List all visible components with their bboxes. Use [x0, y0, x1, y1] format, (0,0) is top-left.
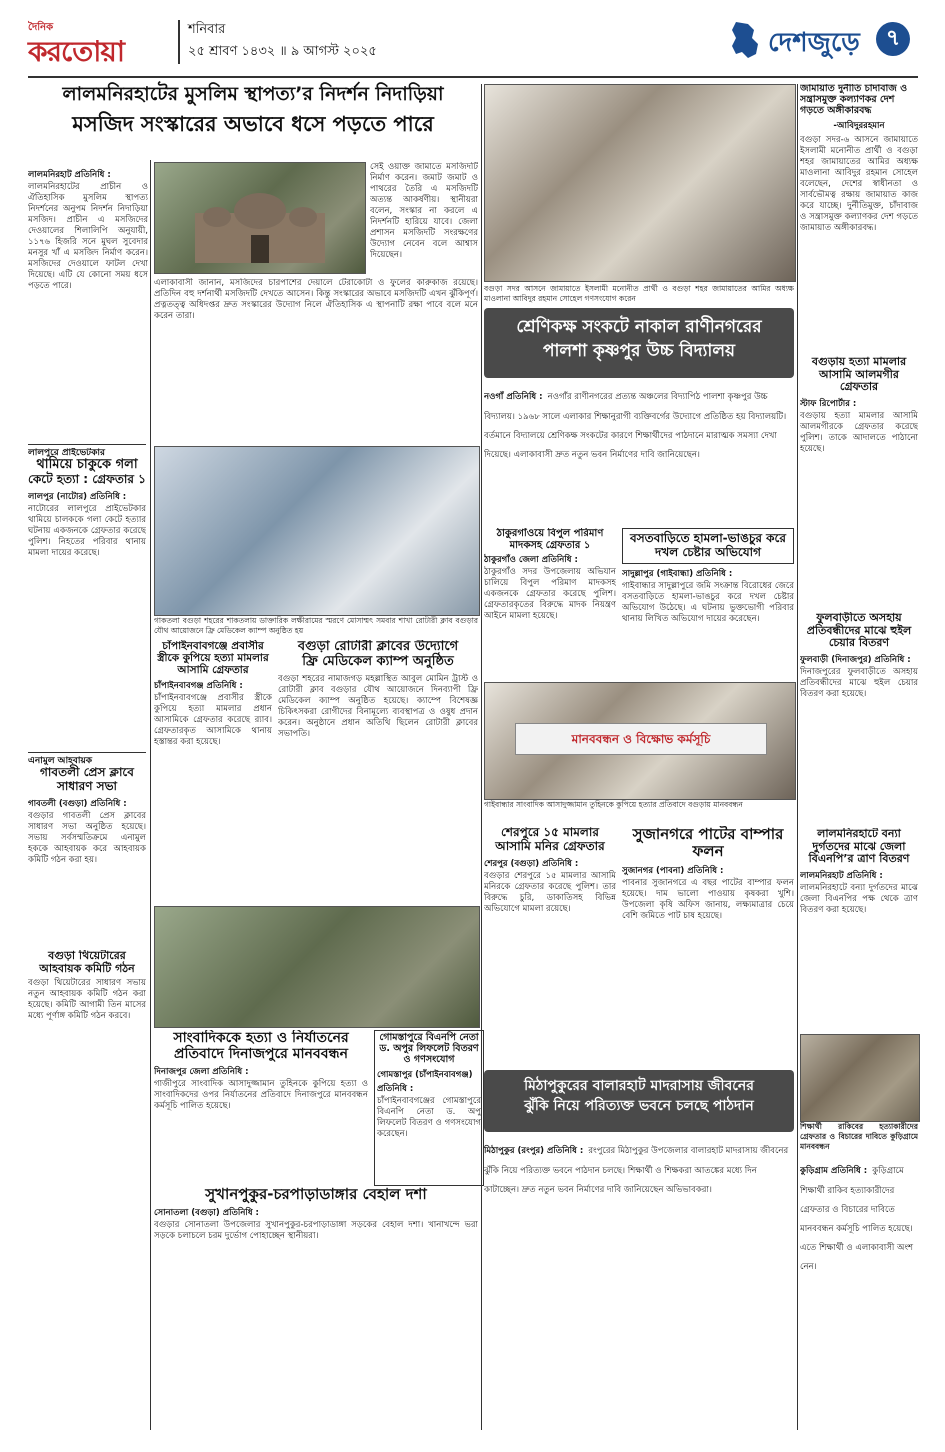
lead-byline: লালমনিরহাট প্রতিনিধি :	[28, 170, 111, 180]
chapai-byline: চাঁপাইনবাবগঞ্জ প্রতিনিধি :	[154, 681, 243, 692]
mithapukur-banner-1: মিঠাপুকুরের বালারহাট মাদরাসায় জীবনের	[524, 1078, 754, 1094]
lead-headline-line2: মসজিদ সংস্কারের অভাবে ধসে পড়তে পারে	[72, 111, 434, 136]
banner-cloth-text: মানববন্ধন ও বিক্ষোভ কর্মসূচি	[571, 732, 711, 746]
sherpur-byline: শেরপুর (বগুড়া) প্রতিনিধি :	[484, 858, 579, 869]
lead-body-text: এলাকাবাসী জানান, মসজিদের চারপাশের দেয়ালে টেরাকোটা ও ফুলের কারুকাজ রয়েছে। প্রতিদিন বহু দর্শনার্থী মসজিদটি দেখতে আসেন। কিন্তু সংস্কারের অভাবে মসজিদটি এখন ঝুঁকিপূর্ণ। প্রত্নতত্ত্ব অধিদপ্তর দ্রুত সংস্কারের উদ্যোগ নিলে ঐতিহাসিক এ স্থাপনাটি রক্ষা পাবে বলে মনে করেন তারা।	[154, 278, 478, 321]
section-name: দেশজুড়ে	[768, 28, 860, 58]
thakurgaon-article	[484, 528, 616, 676]
dinajpur-body: গাজীপুরে সাংবাদিক আসাদুজ্জামান তুহিনকে কুপিয়ে হত্যা ও সাংবাদিকদের ওপর নির্যাতনের প্রতিবাদে দিনাজপুরে মানববন্ধন কর্মসূচি পালিত হয়েছে।	[154, 1079, 368, 1112]
lead-col1	[28, 162, 148, 440]
kurigram-article	[800, 1158, 918, 1428]
fulbari-headline: ফুলবাড়ীতে অসহায় প্রতিবন্ধীদের মাঝে হুইল চেয়ার বিতরণ	[806, 612, 912, 650]
mithapukur-banner-2: ঝুঁকি নিয়ে পরিত্যক্ত ভবনে চলছে পাঠদান	[524, 1098, 754, 1115]
gabtali-body: বগুড়ার গাবতলী প্রেস ক্লাবের সাধারণ সভা অনুষ্ঠিত হয়েছে। সভায় সর্বসম্মতিক্রমে এনামুল হককে আহবায়ক করে আহবায়ক কমিটি গঠন করা হয়।	[28, 810, 146, 865]
house-attack-headline: বসতবাড়িতে হামলা-ভাঙচুর করে দখল চেষ্টার অভিযোগ	[622, 528, 794, 564]
dinajpur-article	[154, 1030, 368, 1140]
sukhanpukur-body: বগুড়ার সোনাতলা উপজেলার সুখানপুকুর-চরপাড়াডাঙ্গা সড়কের বেহাল দশা। খানাখন্দে ভরা সড়কে চলাচলে চরম দুর্ভোগ পোহাচ্ছেন স্থানীয়রা।	[154, 1220, 478, 1242]
sherpur-headline: শেরপুরে ১৫ মামলার আসামি মনির গ্রেফতার	[495, 826, 605, 853]
school-headline-box	[484, 308, 794, 378]
dinajpur-headline-2: প্রতিবাদে দিনাজপুরে মানববন্ধন	[174, 1046, 348, 1063]
jamaat-body: বগুড়া সদর-৬ আসনে জামায়াতে ইসলামী মনোনীত প্রার্থী ও বগুড়া শহর জামায়াতের আমির অধ্যক্ষ মাওলানা আবিদুর রহমান সোহেল বলেছেন, দেশের স্বাধীনতা ও সার্বভৌমত্ব রক্ষায় জামায়াত কাজ করে যাচ্ছে। দুর্নীতিমুক্ত, চাঁদাবাজ ও সন্ত্রাসমুক্ত কল্যাণকর দেশ গড়তে জামায়াত অঙ্গীকারবদ্ধ।	[800, 134, 918, 233]
masthead-day: শনিবার	[188, 22, 226, 37]
theatre-body: বগুড়া থিয়েটারের সাধারণ সভায় নতুন আহবায়ক কমিটি গঠন করা হয়েছে। কমিটি আগামী তিন মাসের মধ্যে পূর্ণাঙ্গ কমিটি গঠন করবে।	[28, 978, 146, 1022]
lead-col2	[370, 162, 478, 272]
rotary-body: বগুড়া শহরের নামাজগড় মহল্লাস্থিত আবুল মোমিন ট্রাস্ট ও রোটারী ক্লাব বগুড়ার যৌথ আয়োজনে দিনব্যাপী ফ্রি মেডিকেল ক্যাম্প অনুষ্ঠিত হয়েছে। ক্যাম্পে বিশেষজ্ঞ চিকিৎসকরা রোগীদের বিনামূল্যে ব্যবস্থাপত্র ও ওষুধ প্রদান করেন। অনুষ্ঠানে প্রধান অতিথি ছিলেন রোটারী ক্লাবের সভাপতি।	[278, 673, 478, 739]
gabtali-article	[28, 756, 146, 946]
relief-byline: লালমনিরহাট প্রতিনিধি :	[800, 870, 883, 881]
logo-small-title: দৈনিক	[28, 22, 54, 33]
rule-lalpur	[28, 444, 146, 445]
mithapukur-text: রংপুরের মিঠাপুকুর উপজেলার বালারহাট মাদরাসায় জীবনের ঝুঁকি নিয়ে পরিত্যক্ত ভবনে পাঠদান চলছে। শিক্ষার্থী ও শিক্ষকরা আতঙ্কের মধ্যে দিন কাটাচ্ছেন। দ্রুত নতুন ভবন নির্মাণের দাবি জানিয়েছেন অভিভাবকরা।	[484, 1146, 789, 1195]
bogura-case-article	[800, 356, 918, 606]
gomostapur-byline: গোমস্তাপুর (চাঁপাইনবাবগঞ্জ) প্রতিনিধি :	[377, 1069, 473, 1094]
logo-paper-name: করতোয়া	[28, 35, 124, 68]
mosque-icon	[155, 163, 365, 273]
section-title	[728, 18, 918, 62]
lalpur-article	[28, 448, 146, 748]
lalpur-kicker: লালপুরে প্রাইভেটকার	[28, 448, 105, 458]
jamaat-headline: জামায়াত দুর্নীতি চাঁদাবাজ ও সন্ত্রাসমুক্ত কল্যাণকর দেশ গড়তে অঙ্গীকারবদ্ধ	[800, 84, 908, 116]
kurigram-caption: শিক্ষার্থী রাকিবের হত্যাকারীদের গ্রেফতার ও বিচারের দাবিতে কুড়িগ্রামে মানববন্ধন	[800, 1122, 918, 1151]
rotary-photo-caption: গাকতলা বগুড়া শহরের শাকতলায় ডাক্তারিক লক্ষীরামের স্মরণে মোসাম্মৎ সমবার শাখা রোটারী ক্লাব বগুড়ার যৌথ আয়োজনে ফ্রি মেডিকেল ক্যাম্প অনুষ্ঠিত হয়	[154, 616, 478, 635]
mithapukur-banner	[484, 1070, 794, 1132]
sukhanpukur-byline: সোনাতলা (বগুড়া) প্রতিনিধি :	[154, 1208, 259, 1219]
kurigram-byline: কুড়িগ্রাম প্রতিনিধি :	[800, 1166, 868, 1176]
thakurgaon-body: ঠাকুরগাঁও সদর উপজেলায় অভিযান চালিয়ে বিপুল পরিমাণ মাদকসহ একজনকে গ্রেফতার করেছে পুলিশ। গ্রেফতারকৃতের বিরুদ্ধে মাদক নিয়ন্ত্রণ আইনে মামলা হয়েছে।	[484, 567, 616, 621]
bogura-case-headline: বগুড়ায় হত্যা মামলার আসামি আলমগীর গ্রেফতার	[811, 356, 907, 394]
chapai-body: চাঁপাইনবাবগঞ্জে প্রবাসীর স্ত্রীকে কুপিয়ে হত্যা মামলার প্রধান আসামিকে গ্রেফতার করেছে র‌্যাব। গ্রেফতারকৃত আসামিকে থানায় হস্তান্তর করা হয়েছে।	[154, 693, 272, 748]
mosque-photo	[154, 162, 366, 274]
lalpur-body: নাটোরের লালপুরে প্রাইভেটকার থামিয়ে চালককে গলা কেটে হত্যার ঘটনায় একজনকে গ্রেফতার করেছে পুলিশ। নিহতের পরিবার থানায় মামলা দায়ের করেছে।	[28, 504, 146, 559]
mithapukur-byline: মিঠাপুকুর (রংপুর) প্রতিনিধি :	[484, 1146, 584, 1156]
masthead	[28, 14, 918, 74]
col-rule-1	[150, 160, 151, 1430]
lead-headline	[28, 84, 478, 156]
sherpur-body: বগুড়ার শেরপুরে ১৫ মামলার আসামি মনিরকে গ্রেফতার করেছে পুলিশ। তার বিরুদ্ধে চুরি, ডাকাতিসহ বিভিন্ন অভিযোগে মামলা রয়েছে।	[484, 870, 616, 914]
col-rule-2	[481, 84, 482, 1430]
jamaat-article	[800, 84, 918, 350]
masthead-divider	[178, 20, 180, 64]
theatre-article	[28, 950, 146, 1110]
journalist-chain-photo	[154, 906, 480, 1028]
sujanagar-article	[622, 826, 794, 1066]
fulbari-byline: ফুলবাড়ী (দিনাজপুর) প্রতিনিধি :	[800, 654, 911, 665]
house-attack-body: গাইবান্ধার সাদুল্লাপুরে জমি সংক্রান্ত বিরোধের জেরে বসতবাড়িতে হামলা-ভাঙচুর করে দখল চেষ্টার অভিযোগ উঠেছে। এ ঘটনায় ভুক্তভোগী পরিবার থানায় লিখিত অভিযোগ দায়ের করেছেন।	[622, 580, 794, 624]
banner-cloth	[515, 723, 767, 755]
school-headline-line1: শ্রেণিকক্ষ সংকটে নাকাল রাণীনগরের	[516, 317, 762, 337]
rotary-photo	[154, 446, 480, 616]
human-chain-caption: গাইবান্ধার সাংবাদিক আসাদুজ্জামান তুহিনকে কুপিয়ে হত্যার প্রতিবাদে বগুড়ায় মানববন্ধন	[484, 800, 743, 809]
lead-col1-text: লালমনিরহাটের প্রাচীন ও ঐতিহাসিক মুসলিম স্থাপত্য নিদর্শনের অনুপম নিদর্শন নিদাড়িয়া মসজিদ। প্রাচীন এ মসজিদের দেওয়ালের শিলালিপি অনুযায়ী, ১১৭৬ হিজরি সনে মুঘল সুবেদার মনসুর খাঁ এ মসজিদ নির্মাণ করেন। মসজিদের দেওয়ালে ফাটল দেখা দিয়েছে। এটি যে কোনো সময় ধসে পড়তে পারে।	[28, 182, 148, 291]
campaign-photo-caption: বগুড়া সদর আসনে জামায়াতে ইসলামী মনোনীত প্রার্থী ও বগুড়া শহর জামায়াতের আমির অধ্যক্ষ মাওলানা আবিদুর রহমান সোহেল গণসংযোগ করেন	[484, 284, 794, 303]
paper-logo	[28, 14, 168, 70]
masthead-date: ২৫ শ্রাবণ ১৪৩২ ॥ ৯ আগস্ট ২০২৫	[188, 44, 377, 59]
house-attack-byline: সাদুল্লাপুর (গাইবান্ধা) প্রতিনিধি :	[622, 568, 733, 579]
lalpur-headline-2: কেটে হত্যা : গ্রেফতার ১	[28, 472, 146, 487]
lead-col2-text: সেই ওয়াক্ত জামাতে মসজিদটি নির্মাণ করেন। জমাট জমাট ও পাথরের তৈরি এ মসজিদটি অত্যন্ত আকর্ষণীয়। স্থানীয়রা বলেন, সংস্কার না করলে এ নিদর্শনটি হারিয়ে যাবে। জেলা প্রশাসন মসজিদটি সংরক্ষণের উদ্যোগ নেবেন বলে আশ্বাস দিয়েছেন।	[370, 162, 478, 260]
rule-gabtali	[28, 752, 146, 753]
masthead-rule	[28, 76, 918, 78]
rotary-headline-2: ফ্রি মেডিকেল ক্যাম্প অনুষ্ঠিত	[302, 653, 454, 669]
gabtali-byline: গাবতলী (বগুড়া) প্রতিনিধি :	[28, 798, 127, 809]
lalpur-headline-1: থামিয়ে চাকুকে গলা	[36, 457, 138, 473]
human-chain-photo	[484, 682, 796, 800]
lead-headline-line1: লালমনিরহাটের মুসলিম স্থাপত্য’র নিদর্শন নিদাড়িয়া	[62, 83, 444, 105]
kurigram-body: কুড়িগ্রামে শিক্ষার্থী রাকিব হত্যাকারীদের গ্রেফতার ও বিচারের দাবিতে মানববন্ধন কর্মসূচি পালিত হয়েছে। এতে শিক্ষার্থী ও এলাকাবাসী অংশ নেন।	[800, 1166, 914, 1272]
gabtali-kicker: এনামুল আহবায়ক	[28, 756, 93, 766]
gomostapur-body: চাঁপাইনবাবগঞ্জের গোমস্তাপুরে বিএনপি নেতা ড. অপু লিফলেট বিতরণ ও গণসংযোগ করেছেন।	[377, 1095, 481, 1139]
rotary-article	[278, 640, 478, 900]
fulbari-body: দিনাজপুরের ফুলবাড়ীতে অসহায় প্রতিবন্ধীদের মাঝে হুইল চেয়ার বিতরণ করা হয়েছে।	[800, 666, 918, 699]
bangladesh-map-icon	[728, 20, 762, 60]
gomostapur-headline: গোমস্তাপুরে বিএনপি নেতা ড. অপুর লিফলেট বিতরণ ও গণসংযোগ	[379, 1032, 479, 1065]
school-byline: নওগাঁ প্রতিনিধি :	[484, 392, 543, 402]
sujanagar-byline: সুজানগর (পাবনা) প্রতিনিধি :	[622, 865, 724, 876]
school-body	[484, 384, 794, 524]
house-attack-article	[622, 528, 794, 676]
campaign-photo	[484, 84, 796, 282]
chapai-article	[154, 640, 272, 890]
school-text: নওগাঁর রাণীনগরের প্রত্যন্ত অঞ্চলের বিদ্যাপিঠ পালশা কৃষ্ণপুর উচ্চ বিদ্যালয়। ১৯৬৮ সালে এলাকার শিক্ষানুরাগী ব্যক্তিবর্গের উদ্যোগে প্রতিষ্ঠিত হয় বিদ্যালয়টি। বর্তমানে বিদ্যালয়ে শ্রেণিকক্ষ সংকটের কারণে শিক্ষার্থীদের পাঠদানে মারাত্মক সমস্যা দেখা দিয়েছে। এলাকাবাসী দ্রুত নতুন ভবন নির্মাণের দাবি জানিয়েছেন।	[484, 392, 787, 460]
relief-headline: লালমনিরহাটে বন্যা দুর্গতদের মাঝে জেলা বিএনপি’র ত্রাণ বিতরণ	[808, 828, 910, 866]
sherpur-article	[484, 826, 616, 1066]
fulbari-article	[800, 612, 918, 822]
bogura-case-body: বগুড়ায় হত্যা মামলার আসামি আলমগীরকে গ্রেফতার করেছে পুলিশ। তাকে আদালতে পাঠানো হয়েছে।	[800, 410, 918, 454]
gomostapur-article	[374, 1030, 484, 1186]
chapai-headline: চাঁপাইনবাবগঞ্জে প্রবাসীর স্ত্রীকে কুপিয়ে হত্যা মামলার আসামি গ্রেফতার	[157, 640, 269, 677]
sujanagar-headline: সুজানগরে পাটের বাম্পার ফলন	[632, 826, 784, 861]
gabtali-headline: গাবতলী প্রেস ক্লাবে সাধারণ সভা	[40, 765, 134, 794]
jamaat-byline: -আবিদুররহমান	[833, 120, 885, 131]
sukhanpukur-headline: সুখানপুকুর-চরপাড়াডাঙ্গার বেহাল দশা	[205, 1186, 427, 1203]
dinajpur-headline-1: সাংবাদিককে হত্যা ও নির্যাতনের	[173, 1030, 349, 1046]
col-rule-3	[797, 84, 798, 1430]
thakurgaon-headline: ঠাকুরগাঁওয়ে বিপুল পরিমাণ মাদকসহ গ্রেফতার ১	[496, 528, 604, 551]
lead-body-wide	[154, 278, 478, 438]
relief-article	[800, 828, 918, 1028]
dinajpur-byline: দিনাজপুর জেলা প্রতিনিধি :	[154, 1067, 249, 1078]
kurigram-photo	[800, 1034, 920, 1122]
sukhanpukur-article	[154, 1186, 478, 1426]
mithapukur-body	[484, 1138, 794, 1428]
lalpur-byline: লালপুর (নাটোর) প্রতিনিধি :	[28, 492, 127, 503]
theatre-headline: বগুড়া থিয়েটারের আহবায়ক কমিটি গঠন	[39, 950, 135, 975]
relief-body: লালমনিরহাটে বন্যা দুর্গতদের মাঝে জেলা বিএনপির পক্ষ থেকে ত্রাণ বিতরণ করা হয়েছে।	[800, 882, 918, 915]
sujanagar-body: পাবনার সুজানগরে এ বছর পাটের বাম্পার ফলন হয়েছে। দাম ভালো পাওয়ায় কৃষকরা খুশি। উপজেলা কৃষি অফিস জানায়, লক্ষ্যমাত্রার চেয়ে বেশি জমিতে পাট চাষ হয়েছে।	[622, 877, 794, 921]
thakurgaon-byline: ঠাকুরগাঁও জেলা প্রতিনিধি :	[484, 555, 578, 565]
rotary-headline-1: বগুড়া রোটারী ক্লাবের উদ্যোগে	[297, 640, 459, 654]
school-headline-line2: পালশা কৃষ্ণপুর উচ্চ বিদ্যালয়	[542, 340, 736, 361]
page-number: ৭	[876, 22, 910, 56]
bogura-case-byline: স্টাফ রিপোর্টার :	[800, 398, 857, 409]
